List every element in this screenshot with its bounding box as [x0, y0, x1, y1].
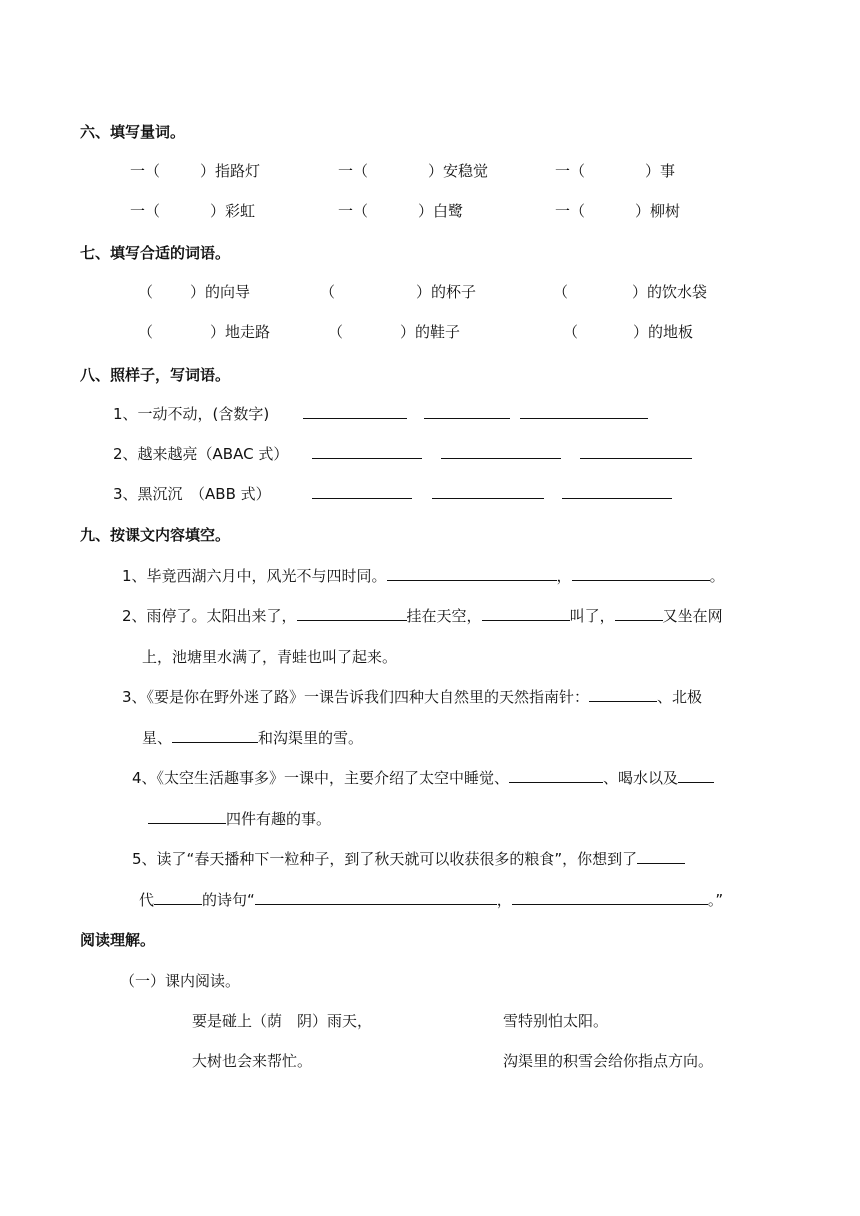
answer-blank[interactable] [482, 606, 570, 621]
section-8-title: 八、照样子，写词语。 [80, 366, 231, 384]
q9-2-cont: 上，池塘里水满了，青蛙也叫了起来。 [142, 648, 398, 666]
answer-blank[interactable] [572, 566, 710, 581]
matching-right-2: 沟渠里的积雪会给你指点方向。 [503, 1052, 714, 1070]
answer-blank[interactable] [509, 768, 603, 783]
q6-item: ）安稳觉 [428, 162, 489, 180]
q6-item: 一（ [338, 202, 369, 220]
answer-blank[interactable] [424, 404, 510, 424]
q7-item: （ [553, 283, 569, 301]
answer-blank[interactable] [172, 728, 258, 743]
q7-item: （ [563, 323, 579, 341]
section-6-title: 六、填写量词。 [80, 123, 186, 141]
q8-item-1: 1、一动不动，(含数字) [113, 405, 270, 423]
q9-1: 1、毕竟西湖六月中，风光不与四时同。 ， 。 [122, 567, 725, 585]
q6-item: 一（ [130, 202, 161, 220]
q6-item: 一（ [338, 162, 369, 180]
q7-item: （ [138, 323, 154, 341]
reading-title: 阅读理解。 [80, 931, 156, 949]
answer-blank[interactable] [154, 890, 202, 905]
q9-4-cont: 四件有趣的事。 [148, 809, 331, 829]
q6-item: ）彩虹 [210, 202, 256, 220]
matching-left-2: 大树也会来帮忙。 [192, 1052, 313, 1070]
q7-item: ）的向导 [190, 283, 251, 301]
q6-item: ）指路灯 [200, 162, 261, 180]
section-7-title: 七、填写合适的词语。 [80, 244, 231, 262]
answer-blank[interactable] [520, 404, 648, 424]
q7-item: ）的地板 [633, 323, 694, 341]
q9-4: 4、《太空生活趣事多》一课中，主要介绍了太空中睡觉、 、喝水以及 [132, 768, 714, 788]
q8-item-3: 3、黑沉沉 （ABB 式） [113, 485, 271, 503]
reading-subtitle: （一）课内阅读。 [120, 972, 241, 990]
answer-blank[interactable] [312, 444, 422, 464]
answer-blank[interactable] [432, 484, 544, 504]
q9-3: 3、《要是你在野外迷了路》一课告诉我们四种大自然里的天然指南针： 、北极 [122, 688, 703, 706]
answer-blank[interactable] [255, 890, 497, 905]
answer-blank[interactable] [148, 809, 226, 824]
section-9-title: 九、按课文内容填空。 [80, 526, 231, 544]
q9-2: 2、雨停了。太阳出来了， 挂在天空， 叫了， 又坐在网 [122, 607, 723, 625]
q7-item: （ [138, 283, 154, 301]
q7-item: ）的杯子 [416, 283, 477, 301]
q9-3-cont: 星、 和沟渠里的雪。 [142, 729, 364, 747]
answer-blank[interactable] [637, 849, 685, 864]
answer-blank[interactable] [303, 404, 407, 424]
q8-item-2: 2、越来越亮（ABAC 式） [113, 445, 289, 463]
q7-item: ）的饮水袋 [632, 283, 708, 301]
answer-blank[interactable] [678, 768, 714, 783]
q9-5: 5、读了“春天播种下一粒种子，到了秋天就可以收获很多的粮食”，你想到了 [132, 849, 685, 869]
q7-item: ）地走路 [210, 323, 271, 341]
answer-blank[interactable] [512, 890, 708, 905]
q6-item: 一（ [555, 202, 586, 220]
q6-item: ）白鹭 [418, 202, 464, 220]
answer-blank[interactable] [562, 484, 672, 504]
q6-item: 一（ [130, 162, 161, 180]
answer-blank[interactable] [312, 484, 412, 504]
q6-item: ）事 [645, 162, 676, 180]
answer-blank[interactable] [387, 566, 557, 581]
q7-item: （ [328, 323, 344, 341]
answer-blank[interactable] [589, 687, 657, 702]
q6-item: ）柳树 [635, 202, 681, 220]
q7-item: ）的鞋子 [400, 323, 461, 341]
q9-5-cont: 代 的诗句“ ， 。” [139, 891, 724, 909]
answer-blank[interactable] [297, 606, 407, 621]
q6-item: 一（ [555, 162, 586, 180]
matching-left-1: 要是碰上（荫 阴）雨天， [192, 1012, 373, 1030]
answer-blank[interactable] [615, 606, 663, 621]
matching-right-1: 雪特别怕太阳。 [503, 1012, 609, 1030]
answer-blank[interactable] [580, 444, 692, 464]
q7-item: （ [320, 283, 336, 301]
answer-blank[interactable] [441, 444, 561, 464]
